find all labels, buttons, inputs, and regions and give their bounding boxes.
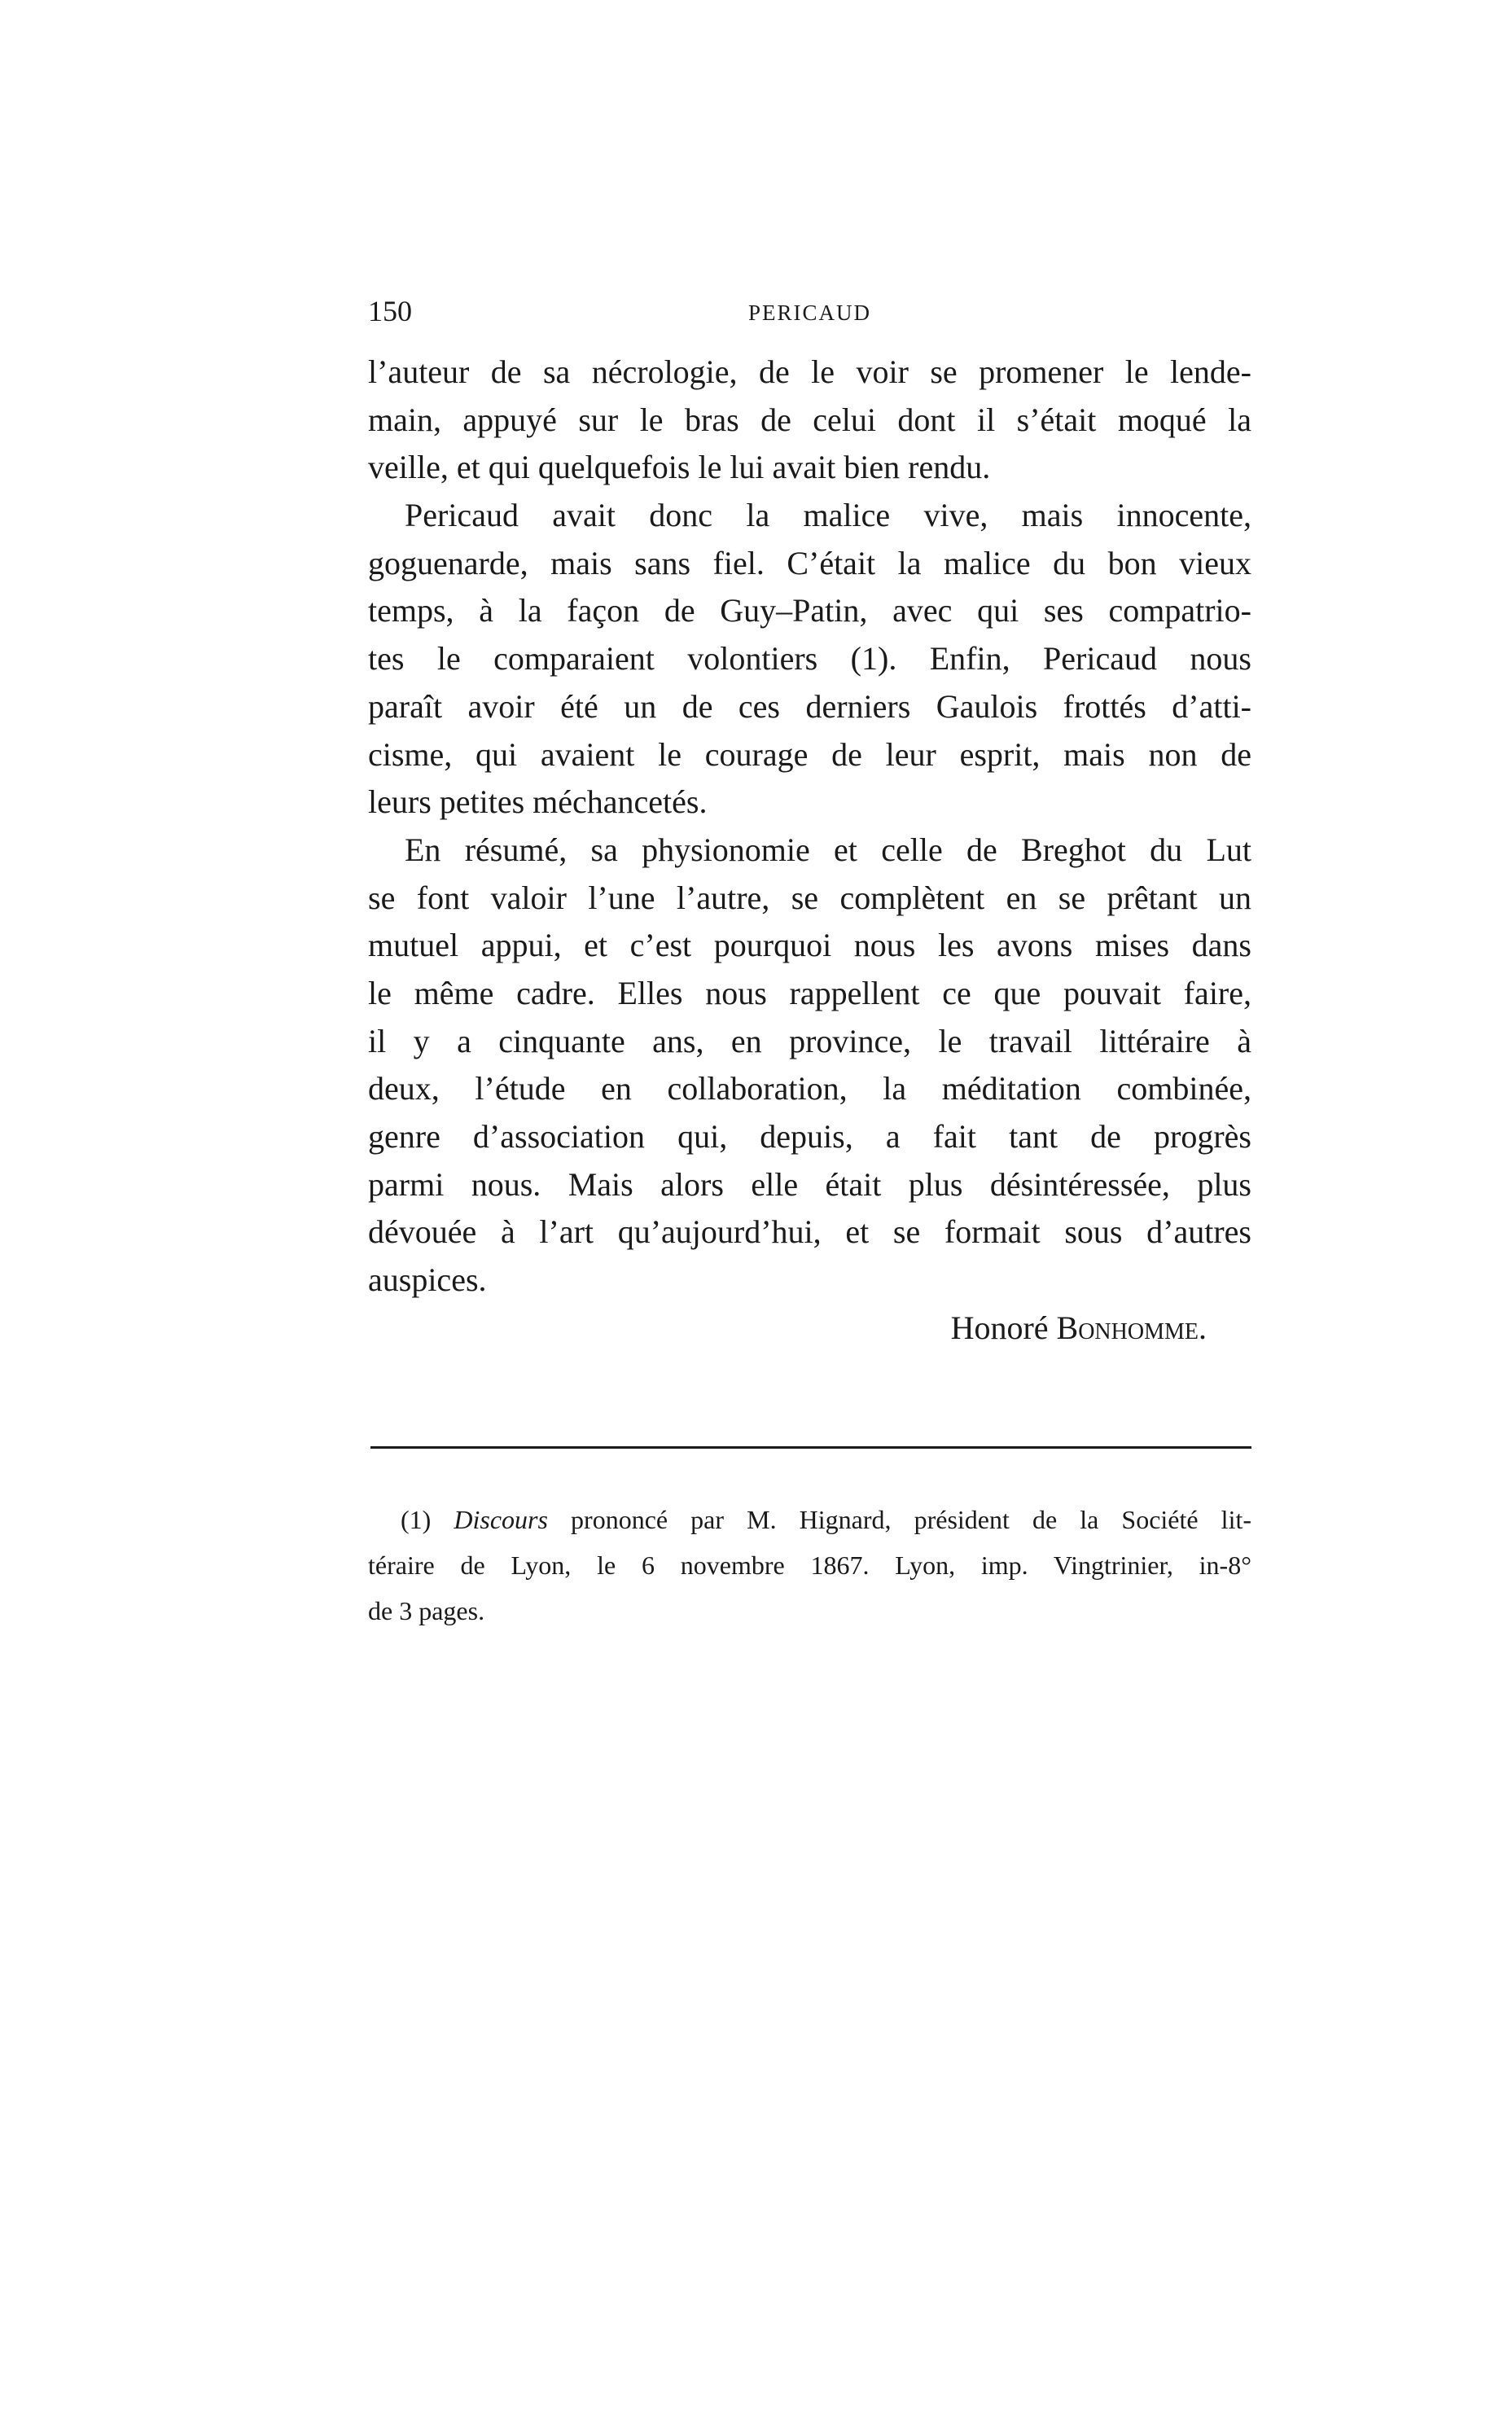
text-line: veille, et qui quelquefois le lui avait bien rendu. [368, 449, 991, 486]
footnote-text: prononcé par M. Hignard, président de la Société lit- [571, 1505, 1251, 1534]
page-number: 150 [368, 295, 412, 327]
footnote-separator [370, 1446, 1251, 1449]
footnote-line: de 3 pages. [368, 1596, 485, 1625]
body-text [368, 349, 1251, 1305]
text-line: temps, à la façon de Guy–Patin, avec qui ses compatrio- [368, 592, 1251, 629]
author-signature [368, 1305, 1251, 1352]
text-line: parmi nous. Mais alors elle était plus désintéressée, plus [368, 1165, 1251, 1203]
text-line: se font valoir l’une l’autre, se complètent en se prêtant un [368, 879, 1251, 916]
text-line: dévouée à l’art qu’aujourd’hui, et se formait sous d’autres [368, 1213, 1251, 1251]
text-line: goguenarde, mais sans fiel. C’était la malice du bon vieux [368, 544, 1251, 581]
footnote-title: Discours [454, 1505, 548, 1534]
text-line: Pericaud avait donc la malice vive, mais innocente, [405, 497, 1251, 534]
text-line: cisme, qui avaient le courage de leur esprit, mais non de [368, 735, 1251, 773]
text-line: En résumé, sa physionomie et celle de Breghot du Lut [405, 831, 1251, 868]
footnote-marker: (1) [401, 1505, 432, 1534]
text-line: le même cadre. Elles nous rappellent ce que pouvait faire, [368, 974, 1251, 1011]
author-first-name: Honoré [950, 1309, 1049, 1346]
running-head [368, 295, 1251, 327]
running-title: PERICAUD [747, 300, 871, 325]
footnote-line: téraire de Lyon, le 6 novembre 1867. Lyon, imp. Vingtrinier, in-8° [368, 1550, 1251, 1580]
text-line: il y a cinquante ans, en province, le travail littéraire à [368, 1022, 1251, 1059]
footnote [368, 1497, 1251, 1634]
text-line: l’auteur de sa nécrologie, de le voir se promener le lende- [368, 353, 1251, 390]
text-line: auspices. [368, 1261, 487, 1299]
text-line: main, appuyé sur le bras de celui dont il s’était moqué la [368, 401, 1251, 438]
footnote-line [368, 1497, 1251, 1542]
text-line: deux, l’étude en collaboration, la méditation combinée, [368, 1070, 1251, 1107]
text-line: genre d’association qui, depuis, a fait tant de progrès [368, 1118, 1251, 1155]
text-line: mutuel appui, et c’est pourquoi nous les avons mises dans [368, 927, 1251, 964]
text-line: leurs petites méchancetés. [368, 783, 708, 821]
text-line: tes le comparaient volontiers (1). Enfin, Pericaud nous [368, 640, 1251, 678]
author-surname: Bonhomme. [1056, 1309, 1207, 1346]
text-line: paraît avoir été un de ces derniers Gaulois frottés d’atti- [368, 687, 1251, 725]
